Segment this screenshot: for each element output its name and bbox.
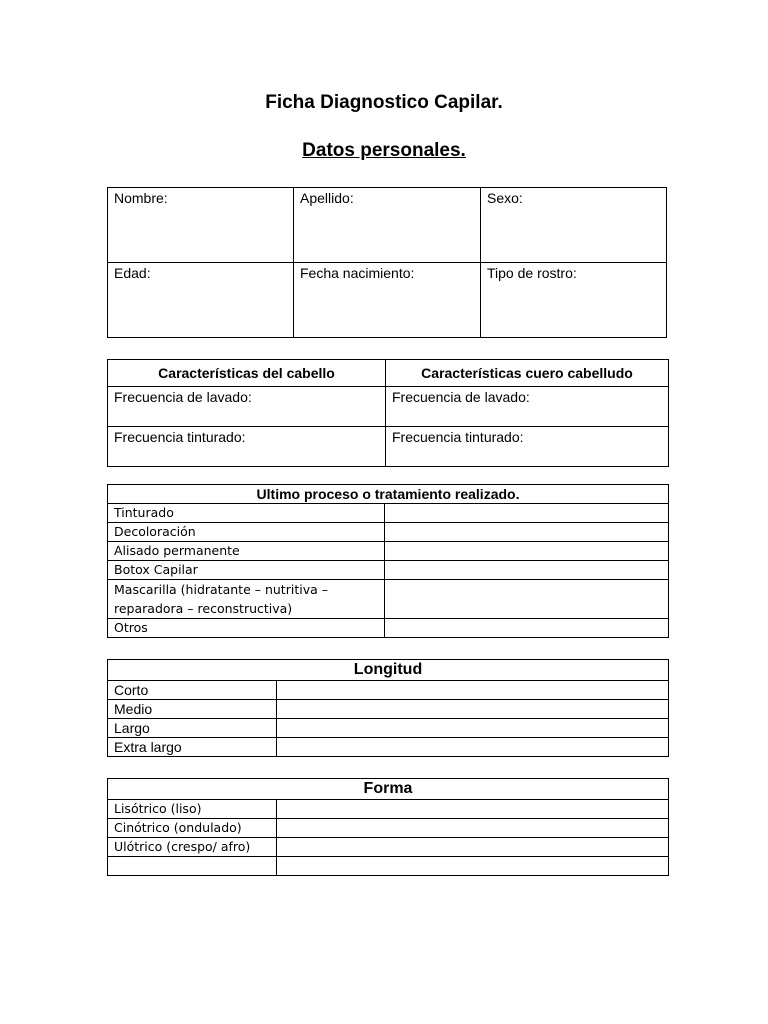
ultimo-proceso-table	[107, 484, 669, 638]
longitud-label: Corto	[108, 681, 277, 700]
longitud-label: Largo	[108, 719, 277, 738]
table-row	[108, 263, 667, 338]
sexo-field[interactable]: Sexo:	[481, 188, 667, 263]
header-caracteristicas-cuero-cabelludo: Características cuero cabelludo	[386, 360, 669, 387]
table-header-row	[108, 485, 669, 504]
cabello-frecuencia-tinturado-field[interactable]: Frecuencia tinturado:	[108, 427, 386, 467]
forma-label: Cinótrico (ondulado)	[108, 819, 277, 838]
edad-field[interactable]: Edad:	[108, 263, 294, 338]
table-row	[108, 580, 669, 619]
proceso-label: Decoloración	[108, 523, 385, 542]
longitud-value-field[interactable]	[277, 719, 669, 738]
fecha-nacimiento-field[interactable]: Fecha nacimiento:	[294, 263, 481, 338]
table-row	[108, 542, 669, 561]
proceso-label: Alisado permanente	[108, 542, 385, 561]
table-row	[108, 387, 669, 427]
forma-value-field[interactable]	[277, 838, 669, 857]
datos-personales-table	[107, 187, 667, 338]
caracteristicas-table	[107, 359, 669, 467]
table-row	[108, 857, 669, 876]
forma-label[interactable]	[108, 857, 277, 876]
table-row	[108, 719, 669, 738]
table-row	[108, 523, 669, 542]
header-longitud: Longitud	[108, 660, 669, 681]
proceso-value-field[interactable]	[385, 561, 669, 580]
forma-table	[107, 778, 669, 876]
forma-label: Ulótrico (crespo/ afro)	[108, 838, 277, 857]
apellido-field[interactable]: Apellido:	[294, 188, 481, 263]
forma-value-field[interactable]	[277, 857, 669, 876]
proceso-value-field[interactable]	[385, 504, 669, 523]
proceso-label: Mascarilla (hidratante – nutritiva – reparadora – reconstructiva)	[108, 580, 385, 619]
header-ultimo-proceso: Ultimo proceso o tratamiento realizado.	[108, 485, 669, 504]
header-forma: Forma	[108, 779, 669, 800]
proceso-value-field[interactable]	[385, 619, 669, 638]
table-row	[108, 819, 669, 838]
nombre-field[interactable]: Nombre:	[108, 188, 294, 263]
table-row	[108, 619, 669, 638]
longitud-value-field[interactable]	[277, 681, 669, 700]
table-row	[108, 504, 669, 523]
proceso-label: Otros	[108, 619, 385, 638]
table-row	[108, 700, 669, 719]
page-title: Ficha Diagnostico Capilar.	[265, 92, 503, 113]
table-row	[108, 681, 669, 700]
forma-value-field[interactable]	[277, 819, 669, 838]
table-header-row	[108, 779, 669, 800]
proceso-value-field[interactable]	[385, 580, 669, 619]
cuero-frecuencia-lavado-field[interactable]: Frecuencia de lavado:	[386, 387, 669, 427]
table-row	[108, 738, 669, 757]
cabello-frecuencia-lavado-field[interactable]: Frecuencia de lavado:	[108, 387, 386, 427]
longitud-value-field[interactable]	[277, 700, 669, 719]
forma-value-field[interactable]	[277, 800, 669, 819]
table-row	[108, 838, 669, 857]
table-header-row	[108, 360, 669, 387]
forma-label: Lisótrico (liso)	[108, 800, 277, 819]
header-caracteristicas-cabello: Características del cabello	[108, 360, 386, 387]
cuero-frecuencia-tinturado-field[interactable]: Frecuencia tinturado:	[386, 427, 669, 467]
proceso-value-field[interactable]	[385, 542, 669, 561]
tipo-rostro-field[interactable]: Tipo de rostro:	[481, 263, 667, 338]
proceso-label: Tinturado	[108, 504, 385, 523]
longitud-value-field[interactable]	[277, 738, 669, 757]
table-row	[108, 188, 667, 263]
table-row	[108, 561, 669, 580]
table-header-row	[108, 660, 669, 681]
table-row	[108, 800, 669, 819]
longitud-label: Medio	[108, 700, 277, 719]
longitud-label: Extra largo	[108, 738, 277, 757]
proceso-label: Botox Capilar	[108, 561, 385, 580]
proceso-value-field[interactable]	[385, 523, 669, 542]
table-row	[108, 427, 669, 467]
longitud-table	[107, 659, 669, 757]
section-title-datos-personales: Datos personales.	[302, 140, 466, 161]
